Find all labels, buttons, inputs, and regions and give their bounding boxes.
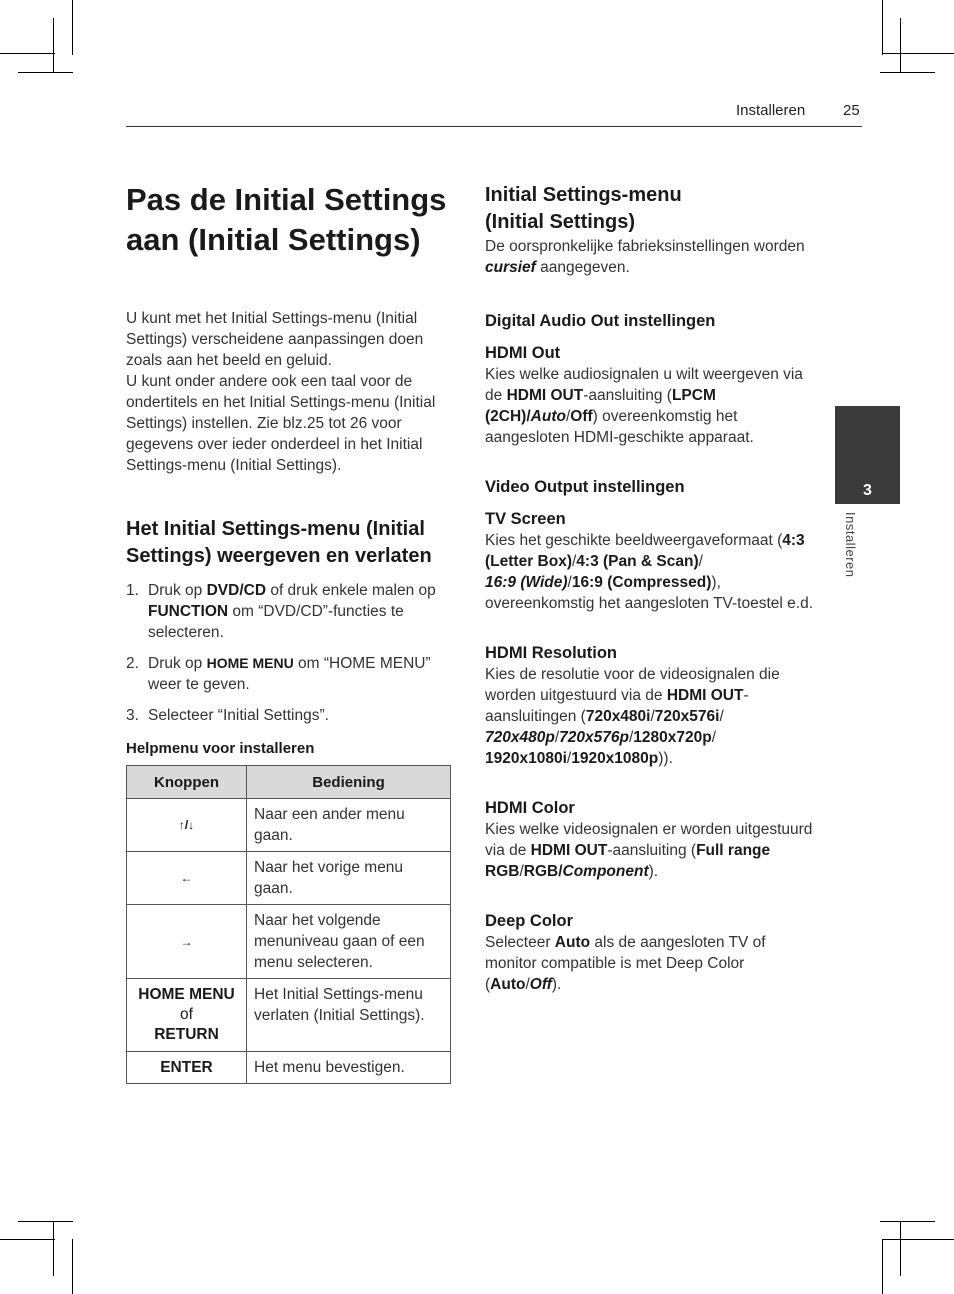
step-number: 1. <box>126 582 139 599</box>
crop-mark <box>882 1239 883 1294</box>
section-heading-initial-settings <box>485 182 813 236</box>
option-default: 16:9 (Wide) <box>485 574 568 591</box>
step-text: om “DVD/CD”-functies te selecteren. <box>148 603 404 641</box>
step-text: Druk op <box>148 655 207 672</box>
text: De oorspronkelijke fabrieksinstellingen worden <box>485 238 805 255</box>
separator: / <box>698 553 703 570</box>
text: ). <box>648 863 659 880</box>
item-text-hdmi-out <box>485 364 813 448</box>
table-cell-key <box>127 979 247 1052</box>
crop-mark <box>882 1239 954 1240</box>
default-note <box>485 236 813 278</box>
key-separator: of <box>180 1006 193 1023</box>
help-table <box>126 765 451 1084</box>
option-default: 720x480p <box>485 729 555 746</box>
step-text: Druk op <box>148 582 207 599</box>
option: 720x576i <box>654 708 720 725</box>
separator: / <box>526 408 531 425</box>
table-cell-action: Het menu bevestigen. <box>247 1052 451 1084</box>
steps-list <box>126 580 456 726</box>
intro <box>126 308 456 476</box>
column-header-keys: Knoppen <box>127 766 247 799</box>
key-label: DVD/CD <box>206 582 267 599</box>
text: aangegeven. <box>535 259 630 276</box>
option: 16:9 (Compressed) <box>571 574 712 591</box>
text: -aansluiting ( <box>583 387 672 404</box>
table-cell-key: ENTER <box>127 1052 247 1084</box>
italic-term: cursief <box>485 259 536 276</box>
text: -aansluiting ( <box>607 842 697 859</box>
separator: / <box>719 708 724 725</box>
crop-mark <box>0 1239 55 1240</box>
item-text-hdmi-resolution <box>485 664 813 769</box>
option: 1920x1080i <box>485 750 567 767</box>
key-label: HOME MENU <box>138 986 235 1003</box>
text: Kies het geschikte beeldweergaveformaat ( <box>485 532 783 549</box>
crop-mark <box>880 1221 935 1222</box>
text: Kies de resolutie voor de videosignalen die worden uitgestuurd via de <box>485 666 780 704</box>
option-default: 720x576p <box>559 729 629 746</box>
table-row <box>127 799 451 852</box>
separator: / <box>554 729 560 746</box>
table-header-row <box>127 766 451 799</box>
table-row <box>127 852 451 905</box>
page-title-line2: aan (Initial Settings) <box>126 222 421 257</box>
step-number: 2. <box>126 655 139 672</box>
left-column <box>126 180 456 1084</box>
option: RGB/ <box>523 863 563 880</box>
right-column <box>485 182 813 995</box>
separator: / <box>565 408 571 425</box>
chapter-number: 3 <box>863 482 872 499</box>
option: 720x480i <box>585 708 651 725</box>
help-table-title: Helpmenu voor installeren <box>126 740 315 757</box>
text: ) overeenkomstig het aangesloten HDMI-geschikte apparaat. <box>485 408 754 446</box>
table-cell-action: Naar het vorige menu gaan. <box>247 852 451 905</box>
crop-mark <box>882 0 883 55</box>
option: 1920x1080p <box>571 750 659 767</box>
text: ), overeenkomstig het aangesloten TV-toestel e.d. <box>485 574 814 612</box>
crop-mark <box>900 18 901 73</box>
heading-line: (Initial Settings) <box>485 211 635 233</box>
text: Selecteer <box>485 934 555 951</box>
option: Full range RGB <box>485 842 771 880</box>
option-default: Auto <box>530 408 566 425</box>
crop-mark <box>18 72 73 73</box>
item-heading-hdmi-resolution: HDMI Resolution <box>485 644 617 662</box>
key-glyph: ↑/↓ <box>178 818 195 832</box>
option: 4:3 (Letter Box) <box>485 532 805 570</box>
chapter-label: Installeren <box>843 512 858 578</box>
key-glyph: → <box>180 934 193 949</box>
crop-mark <box>0 53 55 54</box>
crop-mark <box>18 1221 73 1222</box>
step-text: Selecteer “Initial Settings”. <box>148 707 329 724</box>
separator: / <box>567 574 572 591</box>
chapter-tab <box>835 406 900 504</box>
crop-mark <box>53 1221 54 1276</box>
option-default: Off <box>529 976 552 993</box>
text: ). <box>551 976 562 993</box>
left-arrow-icon <box>127 852 247 905</box>
key-label: HDMI OUT <box>666 687 744 704</box>
item-heading-deep-color: Deep Color <box>485 912 574 930</box>
separator: / <box>650 708 655 725</box>
key-label: FUNCTION <box>148 603 229 620</box>
step-item <box>126 580 456 643</box>
table-row <box>127 1052 451 1084</box>
table-cell-action: Naar een ander menu gaan. <box>247 799 451 852</box>
option: Off <box>570 408 593 425</box>
separator: / <box>711 729 716 746</box>
separator: / <box>525 976 530 993</box>
key-label: HDMI OUT <box>506 387 584 404</box>
separator: / <box>519 863 524 880</box>
intro-paragraph-1: U kunt met het Initial Settings-menu (Initial Settings) verscheidene aanpassingen doen zoals aan het beeld en geluid. <box>126 310 424 369</box>
step-number: 3. <box>126 707 139 724</box>
item-heading-hdmi-out: HDMI Out <box>485 344 561 362</box>
key-label: HDMI OUT <box>530 842 608 859</box>
text: -aansluitingen ( <box>485 687 749 725</box>
item-text-tv-screen <box>485 530 813 614</box>
option: 1280x720p <box>633 729 712 746</box>
key-label: HOME MENU <box>206 655 294 671</box>
text: Kies welke audiosignalen u wilt weergeven via de <box>485 366 803 404</box>
crop-mark <box>900 1221 901 1276</box>
option: LPCM (2CH) <box>485 387 716 425</box>
step-text: om “HOME MENU” weer te geven. <box>148 655 431 693</box>
separator: / <box>628 729 634 746</box>
text: )). <box>658 750 673 767</box>
separator: / <box>571 553 577 570</box>
item-heading-tv-screen: TV Screen <box>485 510 566 528</box>
crop-mark <box>53 18 54 73</box>
option-default: Component <box>562 863 649 880</box>
table-cell-action: Het Initial Settings-menu verlaten (Initial Settings). <box>247 979 451 1052</box>
crop-mark <box>882 53 954 54</box>
group-heading-audio: Digital Audio Out instellingen <box>485 312 716 330</box>
heading-line: Initial Settings-menu <box>485 184 682 206</box>
step-item <box>126 653 456 695</box>
page-number: 25 <box>843 102 860 119</box>
page-title <box>126 180 456 260</box>
step-item <box>126 705 456 726</box>
section-heading-show-hide: Het Initial Settings-menu (Initial Settings) weergeven en verlaten <box>126 518 432 567</box>
text: Kies welke videosignalen er worden uitgestuurd via de <box>485 821 813 859</box>
crop-mark <box>880 72 935 73</box>
crop-mark <box>72 0 73 55</box>
running-header-section: Installeren <box>736 102 806 119</box>
item-text-hdmi-color <box>485 819 813 882</box>
page-title-line1: Pas de Initial Settings <box>126 182 447 217</box>
step-text: of druk enkele malen op <box>266 582 436 599</box>
separator: / <box>566 750 572 767</box>
header-rule <box>126 126 862 127</box>
table-row <box>127 979 451 1052</box>
column-header-action: Bediening <box>247 766 451 799</box>
key-glyph: ← <box>180 871 193 885</box>
intro-paragraph-2: U kunt onder andere ook een taal voor de ondertitels en het Initial Settings-menu (Initial Settings) instellen. Zie blz.25 tot 26 voor gegevens over ieder onderdeel in het Initial Settings-menu (Initial Settings). <box>126 373 436 474</box>
item-text-deep-color <box>485 932 813 995</box>
up-down-arrow-icon <box>127 799 247 852</box>
table-row <box>127 905 451 979</box>
group-heading-video: Video Output instellingen <box>485 478 685 496</box>
table-cell-action: Naar het volgende menuniveau gaan of een menu selecteren. <box>247 905 451 979</box>
text: als de aangesloten TV of monitor compatible is met Deep Color ( <box>485 934 766 993</box>
key-label: RETURN <box>154 1026 219 1043</box>
key-label: Auto <box>554 934 591 951</box>
item-heading-hdmi-color: HDMI Color <box>485 799 575 817</box>
crop-mark <box>72 1239 73 1294</box>
option: Auto <box>490 976 526 993</box>
option: 4:3 (Pan & Scan) <box>576 553 699 570</box>
right-arrow-icon <box>127 905 247 979</box>
